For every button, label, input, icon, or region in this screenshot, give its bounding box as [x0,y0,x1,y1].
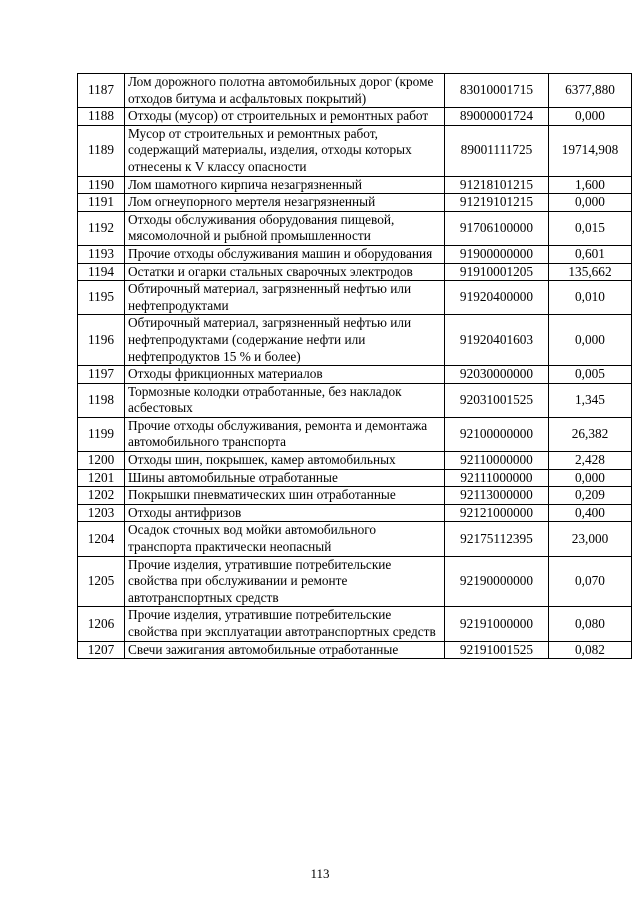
waste-name: Отходы фрикционных материалов [125,366,445,384]
waste-amount: 135,662 [549,263,632,281]
waste-code: 91218101215 [445,176,549,194]
row-number: 1191 [78,194,125,212]
table-row [78,281,632,315]
table-row [78,315,632,366]
row-number: 1188 [78,108,125,126]
row-number: 1194 [78,263,125,281]
waste-amount: 26,382 [549,417,632,451]
row-number: 1198 [78,383,125,417]
waste-name: Осадок сточных вод мойки автомобильного транспорта практически неопасный [125,522,445,556]
waste-amount: 0,082 [549,641,632,659]
row-number: 1200 [78,452,125,470]
waste-code: 91219101215 [445,194,549,212]
waste-name: Отходы антифризов [125,504,445,522]
row-number: 1190 [78,176,125,194]
waste-code: 91900000000 [445,245,549,263]
waste-code: 92190000000 [445,556,549,607]
waste-name: Остатки и огарки стальных сварочных электродов [125,263,445,281]
table-row [78,176,632,194]
waste-amount: 0,000 [549,194,632,212]
waste-name: Отходы обслуживания оборудования пищевой, мясомолочной и рыбной промышленности [125,211,445,245]
waste-name: Прочие отходы обслуживания, ремонта и демонтажа автомобильного транспорта [125,417,445,451]
table-row [78,417,632,451]
table-row [78,452,632,470]
waste-table-body [78,74,632,659]
waste-name: Отходы (мусор) от строительных и ремонтных работ [125,108,445,126]
waste-table [77,73,632,659]
row-number: 1205 [78,556,125,607]
row-number: 1206 [78,607,125,641]
table-row [78,245,632,263]
row-number: 1197 [78,366,125,384]
row-number: 1187 [78,74,125,108]
waste-name: Покрышки пневматических шин отработанные [125,487,445,505]
waste-code: 92030000000 [445,366,549,384]
waste-amount: 1,345 [549,383,632,417]
row-number: 1204 [78,522,125,556]
row-number: 1207 [78,641,125,659]
waste-code: 92113000000 [445,487,549,505]
waste-amount: 1,600 [549,176,632,194]
row-number: 1203 [78,504,125,522]
waste-amount: 0,209 [549,487,632,505]
waste-code: 92031001525 [445,383,549,417]
waste-code: 92110000000 [445,452,549,470]
waste-code: 91706100000 [445,211,549,245]
waste-name: Лом дорожного полотна автомобильных дорог (кроме отходов битума и асфальтовых покрытий) [125,74,445,108]
table-row [78,125,632,176]
table-row [78,366,632,384]
waste-code: 83010001715 [445,74,549,108]
table-row [78,383,632,417]
table-row [78,194,632,212]
waste-amount: 2,428 [549,452,632,470]
waste-code: 91920400000 [445,281,549,315]
waste-amount: 0,000 [549,469,632,487]
waste-amount: 0,400 [549,504,632,522]
waste-code: 89000001724 [445,108,549,126]
waste-code: 92100000000 [445,417,549,451]
table-row [78,487,632,505]
row-number: 1193 [78,245,125,263]
waste-name: Прочие отходы обслуживания машин и оборудования [125,245,445,263]
waste-amount: 6377,880 [549,74,632,108]
waste-name: Прочие изделия, утратившие потребительские свойства при эксплуатации автотранспортных средств [125,607,445,641]
row-number: 1199 [78,417,125,451]
table-row [78,263,632,281]
waste-amount: 0,000 [549,315,632,366]
page-number: 113 [310,866,330,881]
waste-name: Лом огнеупорного мертеля незагрязненный [125,194,445,212]
row-number: 1202 [78,487,125,505]
waste-code: 92191000000 [445,607,549,641]
table-row [78,469,632,487]
row-number: 1189 [78,125,125,176]
row-number: 1196 [78,315,125,366]
waste-amount: 0,015 [549,211,632,245]
waste-name: Обтирочный материал, загрязненный нефтью или нефтепродуктами (содержание нефти или нефтепродуктов 15 % и более) [125,315,445,366]
waste-name: Лом шамотного кирпича незагрязненный [125,176,445,194]
waste-name: Тормозные колодки отработанные, без накладок асбестовых [125,383,445,417]
waste-amount: 0,070 [549,556,632,607]
table-row [78,108,632,126]
waste-amount: 23,000 [549,522,632,556]
waste-name: Отходы шин, покрышек, камер автомобильных [125,452,445,470]
waste-amount: 0,000 [549,108,632,126]
row-number: 1201 [78,469,125,487]
waste-code: 92175112395 [445,522,549,556]
waste-code: 89001111725 [445,125,549,176]
waste-name: Шины автомобильные отработанные [125,469,445,487]
table-row [78,211,632,245]
table-row [78,641,632,659]
table-row [78,74,632,108]
waste-code: 91910001205 [445,263,549,281]
table-row [78,607,632,641]
row-number: 1192 [78,211,125,245]
waste-code: 91920401603 [445,315,549,366]
waste-amount: 0,080 [549,607,632,641]
waste-amount: 19714,908 [549,125,632,176]
table-row [78,556,632,607]
waste-amount: 0,010 [549,281,632,315]
row-number: 1195 [78,281,125,315]
waste-amount: 0,601 [549,245,632,263]
table-row [78,522,632,556]
waste-code: 92111000000 [445,469,549,487]
waste-name: Прочие изделия, утратившие потребительские свойства при обслуживании и ремонте автотранспортных средств [125,556,445,607]
waste-name: Мусор от строительных и ремонтных работ, содержащий материалы, изделия, отходы которых отнесены к V классу опасности [125,125,445,176]
waste-code: 92121000000 [445,504,549,522]
waste-name: Обтирочный материал, загрязненный нефтью или нефтепродуктами [125,281,445,315]
waste-amount: 0,005 [549,366,632,384]
table-row [78,504,632,522]
waste-code: 92191001525 [445,641,549,659]
waste-name: Свечи зажигания автомобильные отработанные [125,641,445,659]
